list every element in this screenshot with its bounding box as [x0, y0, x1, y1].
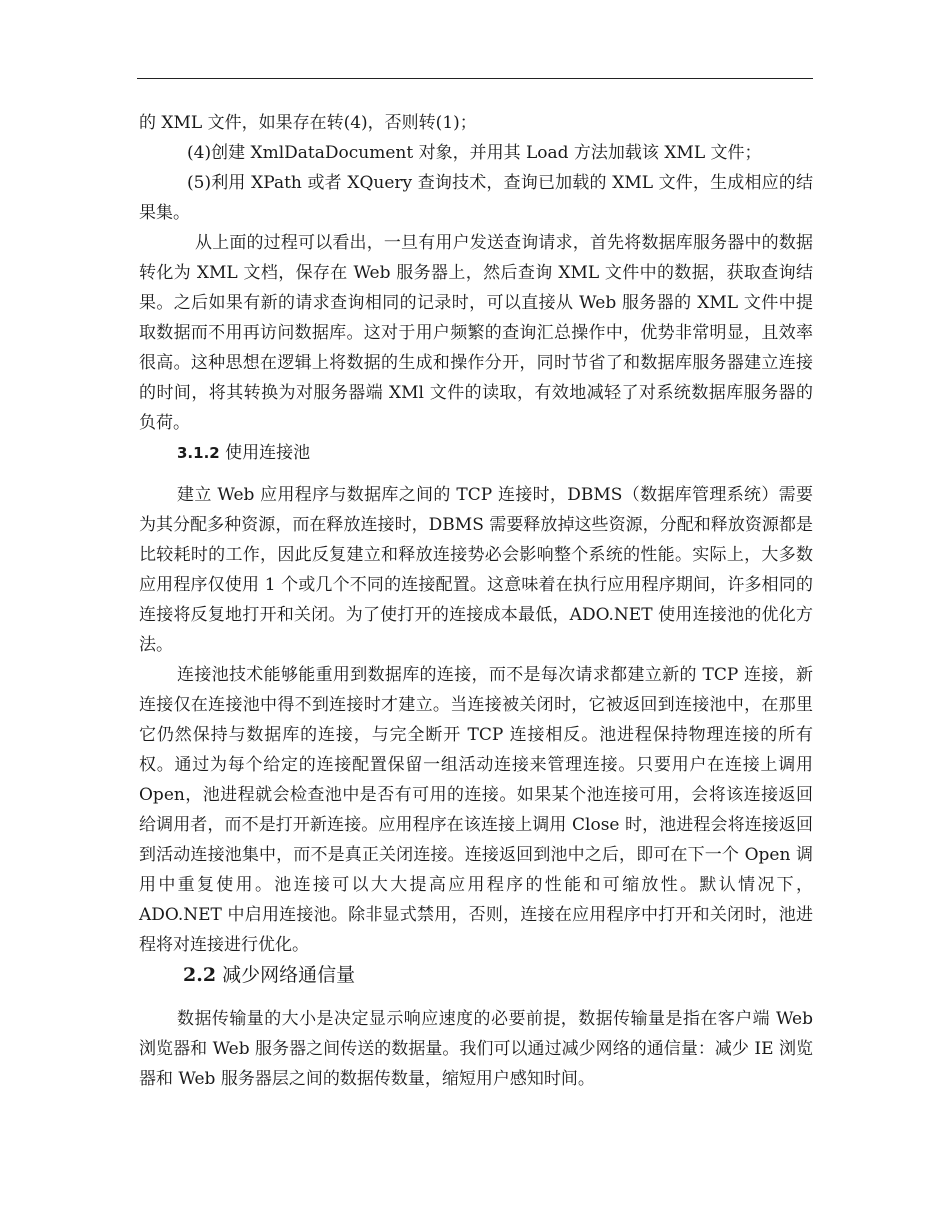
paragraph-pool-1: 建立 Web 应用程序与数据库之间的 TCP 连接时，DBMS（数据库管理系统）需要为其分配多种资源，而在释放连接时，DBMS 需要释放掉这些资源，分配和释放资源都是比较耗时的工作，因此反复建立和释放连接势必会影响整个系统的性能。实际上，大多数应用程序仅使用 1 个或几个不同的连接配置。这意味着在执行应用程序期间，许多相同的连接将反复地打开和关闭。为了使打开的连接成本最低，ADO.NET 使用连接池的优化方法。	[139, 485, 813, 655]
paragraph-pool-2: 连接池技术能够能重用到数据库的连接，而不是每次请求都建立新的 TCP 连接，新连接仅在连接池中得不到连接时才建立。当连接被关闭时，它被返回到连接池中，在那里它仍然保持与数据库的连接，与完全断开 TCP 连接相反。池进程保持物理连接的所有权。通过为每个给定的连接配置保留一组活动连接来管理连接。只要用户在连接上调用 Open，池进程就会检查池中是否有可用的连接。如果某个池连接可用，会将该连接返回给调用者，而不是打开新连接。应用程序在该连接上调用 Close 时，池进程会将连接返回到活动连接池集中，而不是真正关闭连接。连接返回到池中之后，即可在下一个 Open 调用中重复使用。池连接可以大大提高应用程序的性能和可缩放性。默认情况下，ADO.NET 中启用连接池。除非显式禁用，否则，连接在应用程序中打开和关闭时，池进程将对连接进行优化。	[139, 665, 813, 955]
paragraph-network: 数据传输量的大小是决定显示响应速度的必要前提，数据传输量是指在客户端 Web 浏览器和 Web 服务器之间传送的数据量。我们可以通过减少网络的通信量：减少 IE 浏览器和 Web 服务器层之间的数据传数量，缩短用户感知时间。	[139, 1009, 813, 1089]
section-title: 减少网络通信量	[222, 964, 356, 986]
header-rule	[137, 78, 813, 79]
section-heading-3-1-2	[139, 438, 813, 468]
section-number: 3.1.2	[177, 444, 220, 462]
section-title: 使用连接池	[225, 443, 311, 463]
paragraph-summary: 从上面的过程可以看出，一旦有用户发送查询请求，首先将数据库服务器中的数据转化为 XML 文档，保存在 Web 服务器上，然后查询 XML 文件中的数据，获取查询结果。之后如果有新的请求查询相同的记录时，可以直接从 Web 服务器的 XML 文件中提取数据而不用再访问数据库。这对于用户频繁的查询汇总操作中，优势非常明显，且效率很高。这种思想在逻辑上将数据的生成和操作分开，同时节省了和数据库服务器建立连接的时间，将其转换为对服务器端 XMl 文件的读取，有效地减轻了对系统数据库服务器的负荷。	[139, 233, 813, 433]
paragraph-step-5: (5)利用 XPath 或者 XQuery 查询技术，查询已加载的 XML 文件，生成相应的结果集。	[139, 173, 813, 223]
paragraph-step-4: (4)创建 XmlDataDocument 对象，并用其 Load 方法加载该 XML 文件；	[187, 143, 762, 163]
document-body	[139, 108, 813, 1094]
paragraph-continued: 的 XML 文件，如果存在转(4)，否则转(1)；	[139, 113, 477, 133]
section-number: 2.2	[183, 964, 217, 986]
section-heading-2-2	[139, 960, 813, 990]
